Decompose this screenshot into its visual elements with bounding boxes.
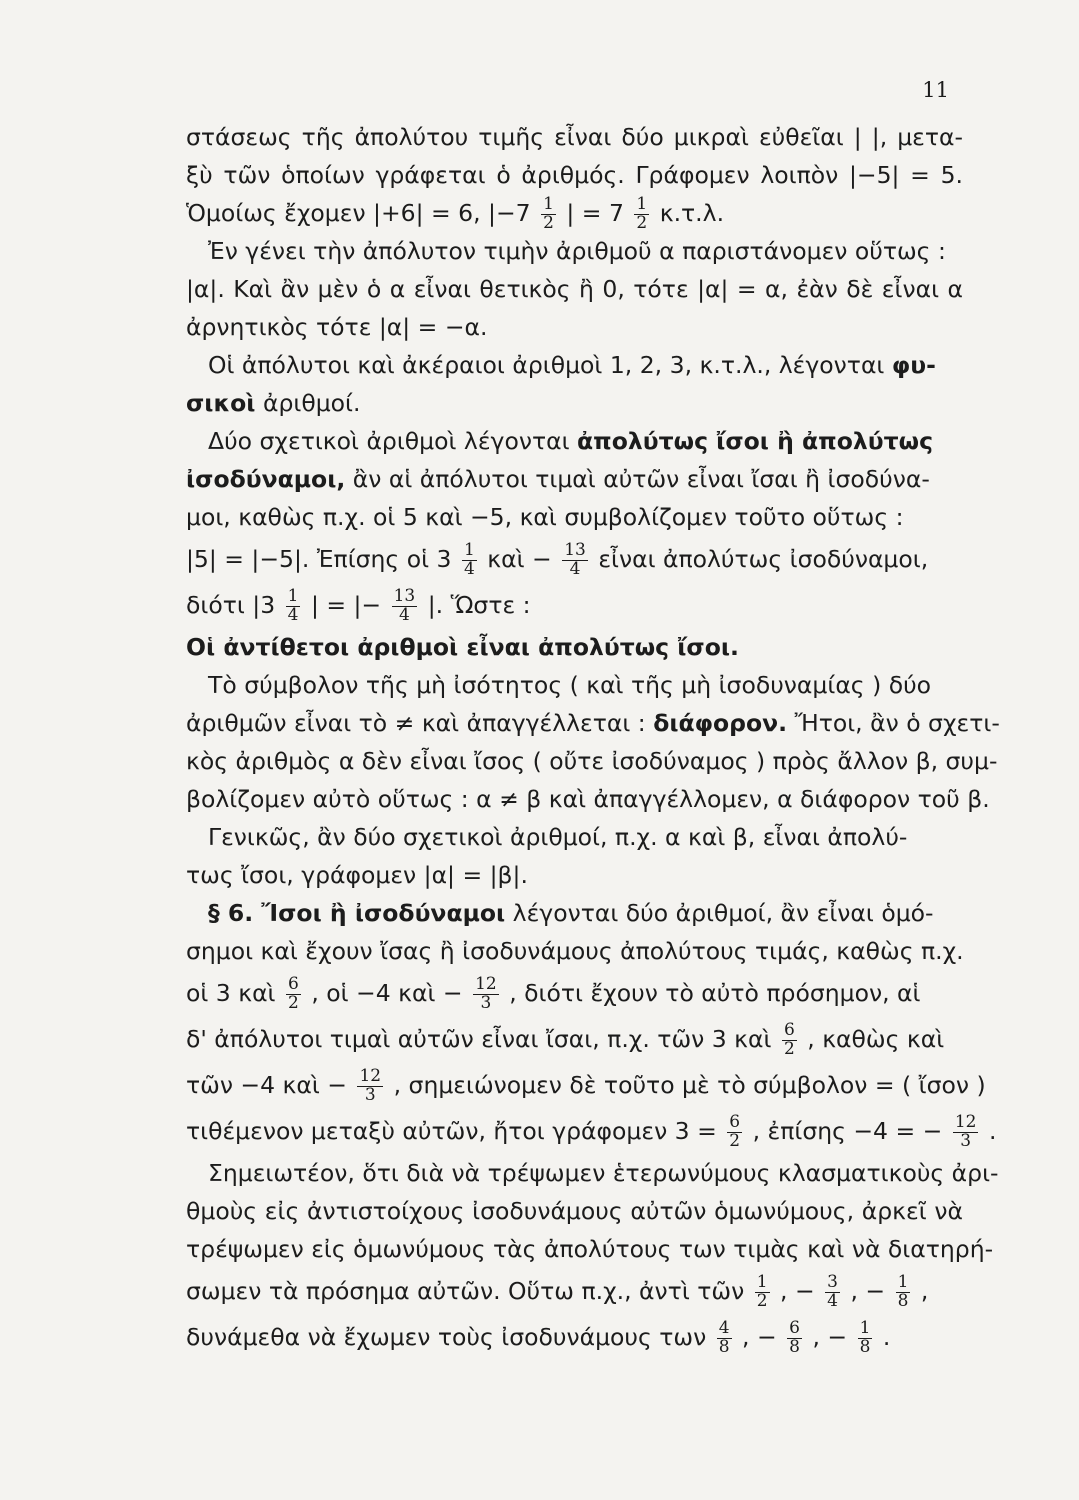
text-line [186, 460, 963, 498]
denominator: 3 [960, 1131, 972, 1151]
text-segment: |. Ὥστε : [427, 591, 531, 619]
fraction-thirteen-quarters [392, 588, 418, 625]
text-line: Ἐν γένει τὴν ἀπόλυτον τιμὴν ἀριθμοῦ α παριστάνομεν οὕτως : [208, 237, 946, 265]
text-segment: εἶναι ἀπολύτως ἰσοδύναμοι, [598, 545, 929, 573]
numerator: 6 [783, 1020, 795, 1041]
text-line [186, 346, 963, 384]
text-line [186, 422, 963, 460]
text-segment: τῶν −4 καὶ − [186, 1071, 347, 1099]
numerator: 13 [564, 540, 586, 561]
text-segment: . [988, 1117, 997, 1145]
numerator: 12 [359, 1066, 382, 1087]
page-number: 11 [922, 78, 949, 102]
text-segment: τιθέμενον μεταξὺ αὐτῶν, ἤτοι γράφομεν 3 = [186, 1117, 717, 1145]
text-segment: Δύο σχετικοὶ ἀριθμοὶ λέγονται [208, 427, 570, 455]
text-segment: , − [780, 1277, 815, 1305]
text-line: κὸς ἀριθμὸς α δὲν εἶναι ἴσος ( οὔτε ἰσοδύναμος ) πρὸς ἄλλον β, συμ- [186, 747, 998, 775]
fraction-one-half [634, 196, 649, 233]
text-line: ἀρνητικὸς τότε |α| = −α. [186, 313, 488, 341]
denominator: 2 [729, 1131, 741, 1151]
bold-term: διάφορον. [653, 709, 788, 737]
section-heading: § 6. Ἴσοι ἢ ἰσοδύναμοι [208, 899, 506, 927]
text-line: στάσεως τῆς ἀπολύτου τιμῆς εἶναι δύο μικραὶ εὐθεῖαι | |, μετα- [186, 123, 963, 151]
numerator: 6 [288, 974, 299, 995]
denominator: 4 [463, 559, 475, 579]
bold-term: ἀπολύτως ἴσοι ἢ ἀπολύτως [577, 427, 934, 455]
numerator: 1 [287, 586, 299, 607]
text-segment: ἂν αἱ ἀπόλυτοι τιμαὶ αὐτῶν εἶναι ἴσαι ἢ ἰσοδύνα- [352, 465, 930, 493]
text-segment: λέγονται δύο ἀριθμοί, ἂν εἶναι ὁμό- [512, 899, 934, 927]
fraction-thirteen-quarters [562, 542, 588, 579]
numerator: 12 [475, 974, 497, 995]
fraction-three-quarters [825, 1274, 840, 1311]
fraction-twelve-thirds [473, 976, 499, 1013]
fraction-six-halves [727, 1114, 742, 1151]
text-segment: , − [742, 1323, 777, 1351]
denominator: 4 [569, 559, 581, 579]
text-line [186, 194, 963, 232]
bold-term: φυ- [891, 351, 936, 379]
text-line [186, 536, 963, 582]
text-line: |α|. Καὶ ἂν μὲν ὁ α εἶναι θετικὸς ἢ 0, τότε |α| = α, ἐὰν δὲ εἶναι α [186, 275, 963, 303]
denominator: 2 [783, 1039, 795, 1059]
numerator: 13 [393, 586, 416, 607]
numerator: 12 [954, 1112, 977, 1133]
text-segment: | = 7 [566, 199, 624, 227]
page-text [186, 118, 1000, 1360]
text-segment: δυνάμεθα νὰ ἔχωμεν τοὺς ἰσοδυνάμους των [186, 1323, 707, 1351]
text-line [186, 970, 963, 1016]
denominator: 4 [287, 605, 299, 625]
bold-term: ἰσοδύναμοι, [186, 465, 346, 493]
text-line: Τὸ σύμβολον τῆς μὴ ἰσότητος ( καὶ τῆς μὴ ἰσοδυναμίας ) δύο [208, 671, 932, 699]
bold-term: σικοὶ [186, 389, 256, 417]
text-segment: , [920, 1277, 929, 1305]
text-segment: . [882, 1323, 891, 1351]
denominator: 2 [543, 213, 554, 233]
fraction-one-eighth [858, 1320, 873, 1357]
fraction-six-halves [782, 1022, 797, 1059]
text-line [186, 1314, 963, 1360]
fraction-one-half [541, 196, 556, 233]
denominator: 8 [718, 1337, 730, 1357]
text-line: θμοὺς εἰς ἀντιστοίχους ἰσοδυνάμους αὐτῶν ὁμωνύμους, ἀρκεῖ νὰ [186, 1197, 963, 1225]
denominator: 3 [364, 1085, 376, 1105]
text-segment: οἱ 3 καὶ [186, 979, 276, 1007]
fraction-four-eighths [717, 1320, 732, 1357]
text-segment: κ.τ.λ. [659, 199, 725, 227]
text-segment: Ὁμοίως ἔχομεν |+6| = 6, |−7 [186, 199, 531, 227]
fraction-twelve-thirds [953, 1114, 979, 1151]
text-segment: , οἱ −4 καὶ − [311, 979, 463, 1007]
text-line: σημοι καὶ ἔχουν ἴσας ἢ ἰσοδυνάμους ἀπολύτους τιμάς, καθὼς π.χ. [186, 937, 964, 965]
text-line: τως ἴσοι, γράφομεν |α| = |β|. [186, 861, 528, 889]
text-segment: ἀριθμοί. [262, 389, 361, 417]
denominator: 4 [399, 605, 410, 625]
text-segment: ἀριθμῶν εἶναι τὸ ≠ καὶ ἀπαγγέλλεται : [186, 709, 646, 737]
rule-statement: Οἱ ἀντίθετοι ἀριθμοὶ εἶναι ἀπολύτως ἴσοι. [186, 633, 739, 661]
text-segment: | = |− [310, 591, 382, 619]
text-segment: , ἐπίσης −4 = − [752, 1117, 943, 1145]
fraction-one-quarter [462, 542, 477, 579]
fraction-one-quarter [286, 588, 301, 625]
text-line: ξὺ τῶν ὁποίων γράφεται ὁ ἀριθμός. Γράφομεν λοιπὸν |−5| = 5. [186, 161, 963, 189]
denominator: 8 [789, 1337, 800, 1357]
text-segment: διότι |3 [186, 591, 276, 619]
denominator: 8 [897, 1291, 909, 1311]
numerator: 1 [756, 1272, 768, 1293]
fraction-six-eighths [787, 1320, 802, 1357]
denominator: 8 [859, 1337, 871, 1357]
denominator: 4 [827, 1291, 838, 1311]
fraction-six-halves [286, 976, 301, 1013]
denominator: 2 [288, 993, 299, 1013]
fraction-twelve-thirds [357, 1068, 383, 1105]
text-segment: Οἱ ἀπόλυτοι καὶ ἀκέραιοι ἀριθμοὶ 1, 2, 3, κ.τ.λ., λέγονται [208, 351, 885, 379]
numerator: 1 [859, 1318, 871, 1339]
numerator: 4 [718, 1318, 730, 1339]
text-line: Γενικῶς, ἂν δύο σχετικοὶ ἀριθμοί, π.χ. α καὶ β, εἶναι ἀπολύ- [208, 823, 908, 851]
text-line [186, 582, 963, 628]
denominator: 3 [480, 993, 492, 1013]
text-segment: Ἤτοι, ἂν ὁ σχετι- [794, 709, 1000, 737]
text-segment: |5| = |−5|. Ἐπίσης οἱ 3 [186, 545, 452, 573]
numerator: 3 [827, 1272, 838, 1293]
text-segment: , σημειώνομεν δὲ τοῦτο μὲ τὸ σύμβολον = ( ἴσον ) [393, 1071, 986, 1099]
text-segment: , − [812, 1323, 848, 1351]
numerator: 6 [729, 1112, 741, 1133]
text-line [186, 1268, 963, 1314]
text-segment: δ' ἀπόλυτοι τιμαὶ αὐτῶν εἶναι ἴσαι, π.χ. τῶν 3 καὶ [186, 1025, 772, 1053]
text-line: βολίζομεν αὐτὸ οὕτως : α ≠ β καὶ ἀπαγγέλλομεν, α διάφορον τοῦ β. [186, 785, 990, 813]
text-segment: , διότι ἔχουν τὸ αὐτὸ πρόσημον, αἱ [509, 979, 921, 1007]
text-line: μοι, καθὼς π.χ. οἱ 5 καὶ −5, καὶ συμβολίζομεν τοῦτο οὕτως : [186, 503, 904, 531]
numerator: 1 [897, 1272, 909, 1293]
text-segment: , − [850, 1277, 886, 1305]
text-line [186, 1108, 997, 1154]
section-heading-line [186, 894, 963, 932]
text-line [186, 704, 1000, 742]
numerator: 6 [789, 1318, 800, 1339]
text-line [186, 1062, 986, 1108]
text-line: τρέψωμεν εἰς ὁμωνύμους τὰς ἀπολύτους των τιμὰς καὶ νὰ διατηρή- [186, 1235, 994, 1263]
text-line [186, 384, 963, 422]
denominator: 2 [756, 1291, 768, 1311]
text-line [186, 1016, 963, 1062]
text-line: Σημειωτέον, ὅτι διὰ νὰ τρέψωμεν ἑτερωνύμους κλασματικοὺς ἀρι- [208, 1159, 999, 1187]
numerator: 1 [636, 194, 648, 215]
fraction-one-eighth [896, 1274, 911, 1311]
text-segment: , καθὼς καὶ [807, 1025, 945, 1053]
numerator: 1 [463, 540, 475, 561]
text-segment: καὶ − [487, 545, 552, 573]
numerator: 1 [543, 194, 554, 215]
text-segment: σωμεν τὰ πρόσημα αὐτῶν. Οὕτω π.χ., ἀντὶ τῶν [186, 1277, 745, 1305]
fraction-one-half [755, 1274, 770, 1311]
denominator: 2 [636, 213, 648, 233]
